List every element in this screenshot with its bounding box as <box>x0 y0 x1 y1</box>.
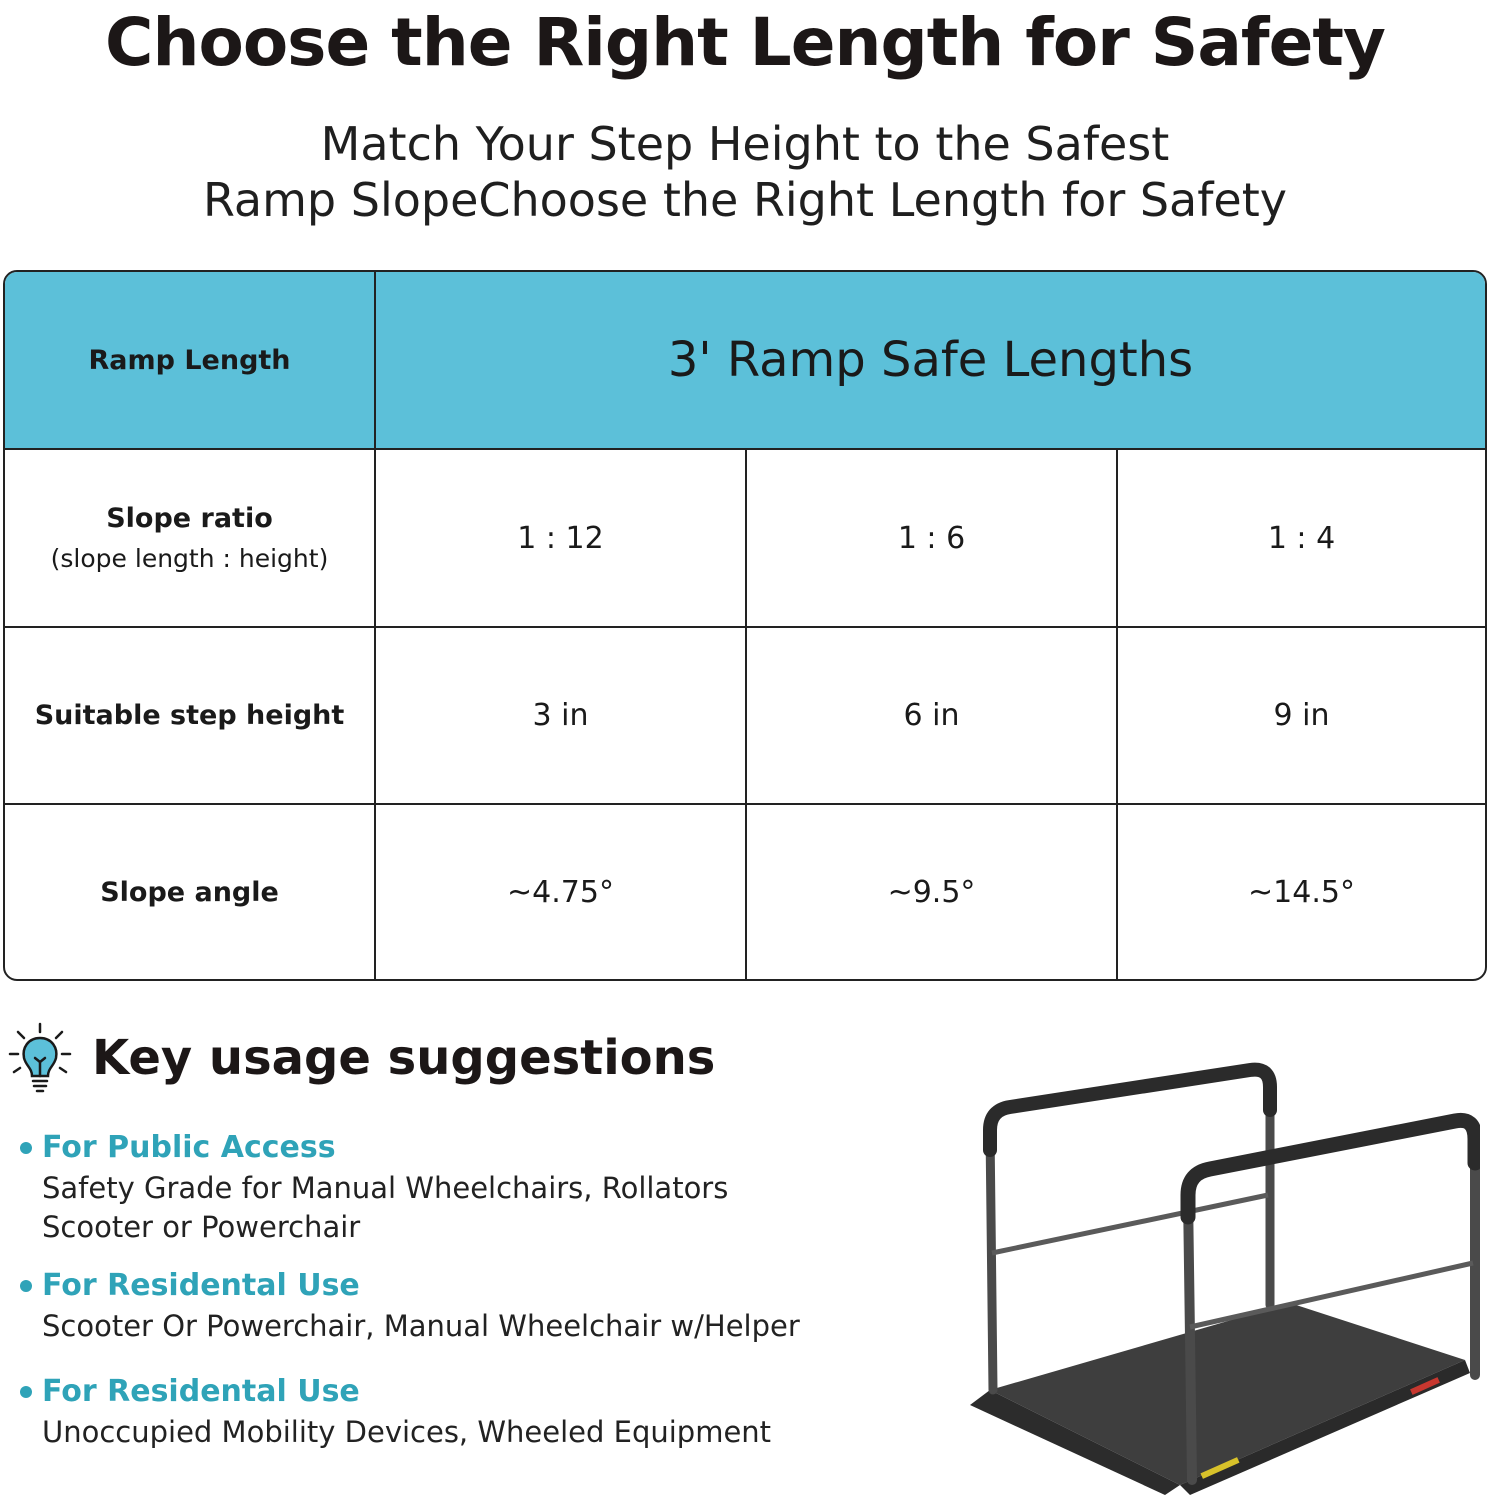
row-label-slope-ratio <box>5 450 374 626</box>
suggestion-desc: Safety Grade for Manual Wheelchairs, Rollators <box>42 1171 729 1205</box>
suggestion-desc: Unoccupied Mobility Devices, Wheeled Equipment <box>42 1415 772 1449</box>
table-cell: 1 : 6 <box>897 520 966 556</box>
row-sublabel-text: (slope length : height) <box>50 544 329 573</box>
page-title: Choose the Right Length for Safety <box>105 4 1385 81</box>
bullet-icon <box>20 1142 32 1154</box>
table-cell: 1 : 12 <box>517 520 604 556</box>
subtitle-line-2: Ramp SlopeChoose the Right Length for Safety <box>202 173 1287 227</box>
suggestion-title: For Public Access <box>42 1130 336 1165</box>
suggestion-item <box>20 1130 728 1247</box>
corner-label: Ramp Length <box>88 344 291 376</box>
table-cell: 9 in <box>1273 698 1330 733</box>
table-cell: 3 in <box>532 698 589 733</box>
key-usage-title: Key usage suggestions <box>92 1030 716 1086</box>
table-cell: 1 : 4 <box>1267 520 1336 556</box>
table-cell: ~14.5° <box>1248 874 1355 910</box>
table-header-title: 3' Ramp Safe Lengths <box>667 332 1194 388</box>
subtitle-line-1: Match Your Step Height to the Safest <box>320 117 1170 171</box>
suggestion-item <box>20 1374 771 1452</box>
table-cell: ~9.5° <box>887 874 976 910</box>
bullet-icon <box>20 1386 32 1398</box>
page-subtitle <box>0 116 1490 228</box>
ramp-product-image <box>960 1055 1480 1495</box>
bullet-icon <box>20 1280 32 1292</box>
row-label-text: Slope ratio <box>106 503 273 534</box>
suggestion-title: For Residental Use <box>42 1268 360 1303</box>
table-cell: 6 in <box>903 698 960 733</box>
suggestion-desc: Scooter Or Powerchair, Manual Wheelchair w/Helper <box>42 1309 800 1343</box>
lightbulb-icon <box>8 1022 72 1094</box>
suggestion-title: For Residental Use <box>42 1374 360 1409</box>
ramp-length-table <box>3 270 1487 981</box>
row-label-step-height: Suitable step height <box>34 700 345 731</box>
row-label-slope-angle: Slope angle <box>100 876 279 908</box>
suggestion-item <box>20 1268 800 1346</box>
suggestion-desc: Scooter or Powerchair <box>42 1210 361 1244</box>
key-usage-heading <box>8 1018 715 1098</box>
table-cell: ~4.75° <box>507 874 614 910</box>
